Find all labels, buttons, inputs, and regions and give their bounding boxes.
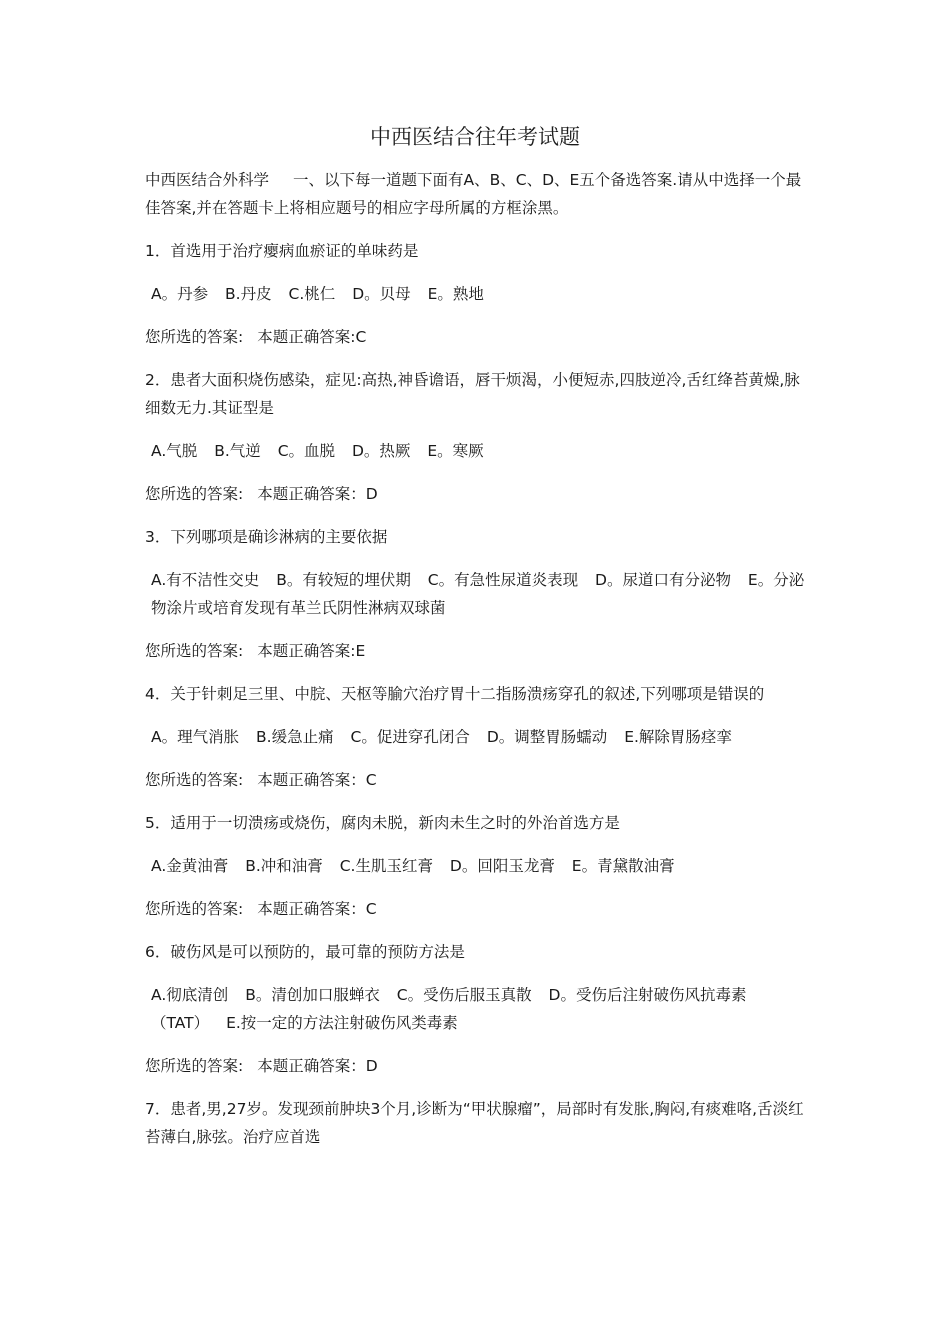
option: E。寒厥 [427,442,484,460]
option: B.缓急止痛 [256,728,334,746]
option: D。调整胃肠蠕动 [486,728,608,746]
options-line [145,852,805,880]
option: A.气脱 [151,442,198,460]
options-line [145,723,805,751]
option: B.丹皮 [225,285,272,303]
option: D。热厥 [351,442,411,460]
correct-answer: 本题正确答案：D [257,1057,378,1075]
correct-answer: 本题正确答案：C [257,900,377,918]
question-text: 7．患者,男,27岁。发现颈前肿块3个月,诊断为“甲状腺瘤”，局部时有发胀,胸闷,有痰难咯,舌淡红苔薄白,脉弦。治疗应首选 [145,1100,804,1146]
option: C。有急性尿道炎表现 [427,571,579,589]
option: C。促进穿孔闭合 [350,728,470,746]
answer-line [145,1052,805,1080]
question-text: 4．关于针刺足三里、中脘、天枢等腧穴治疗胃十二指肠溃疡穿孔的叙述,下列哪项是错误的 [145,685,765,703]
option: B.冲和油膏 [245,857,323,875]
option: C。血脱 [277,442,336,460]
answer-prompt: 您所选的答案: [145,771,244,789]
option: E。分泌物涂片或培育发现有革兰氏阴性淋病双球菌 [151,571,805,617]
options-line [145,566,805,622]
answer-prompt: 您所选的答案: [145,1057,244,1075]
question-text: 3．下列哪项是确诊淋病的主要依据 [145,528,388,546]
answer-prompt: 您所选的答案: [145,328,244,346]
option: D。受伤后注射破伤风抗毒素（TAT） [151,986,747,1032]
correct-answer: 本题正确答案：C [257,771,377,789]
option: D。尿道口有分泌物 [595,571,731,589]
option: B.气逆 [214,442,261,460]
option: D。回阳玉龙膏 [449,857,555,875]
options-line [145,280,805,308]
intro-subject: 中西医结合外科学 [145,171,270,189]
answer-line [145,323,805,351]
option: C.生肌玉红膏 [339,857,433,875]
option: B。有较短的埋伏期 [276,571,411,589]
intro-instruction: 一、以下每一道题下面有A、B、C、D、E五个备选答案.请从中选择一个最佳答案,并在答题卡上将相应题号的相应字母所属的方框涂黑。 [145,171,802,217]
option: D。贝母 [352,285,411,303]
question-text: 1．首选用于治疗瘿病血瘀证的单味药是 [145,242,419,260]
option: C。受伤后服玉真散 [396,986,532,1004]
correct-answer: 本题正确答案:C [257,328,367,346]
option: B。清创加口服蝉衣 [245,986,380,1004]
option: A。丹参 [151,285,209,303]
intro-paragraph [145,166,805,222]
answer-line [145,480,805,508]
option: E。青黛散油膏 [571,857,675,875]
option: A。理气消胀 [151,728,240,746]
question-text: 5．适用于一切溃疡或烧伤，腐肉未脱，新肉未生之时的外治首选方是 [145,814,620,832]
options-line [145,981,805,1037]
options-line [145,437,805,465]
answer-prompt: 您所选的答案: [145,642,244,660]
correct-answer: 本题正确答案:E [257,642,366,660]
option: C.桃仁 [288,285,336,303]
document-body [145,166,805,1166]
option: A.金黄油膏 [151,857,229,875]
answer-prompt: 您所选的答案: [145,900,244,918]
answer-line [145,766,805,794]
option: E.解除胃肠痉挛 [624,728,732,746]
answer-prompt: 您所选的答案: [145,485,244,503]
answer-line [145,895,805,923]
correct-answer: 本题正确答案：D [257,485,378,503]
document-title: 中西医结合往年考试题 [370,125,580,149]
answer-line [145,637,805,665]
option: E。熟地 [427,285,484,303]
question-text: 2．患者大面积烧伤感染，症见:高热,神昏谵语，唇干烦渴，小便短赤,四肢逆冷,舌红绛苔黄燥,脉细数无力.其证型是 [145,371,800,417]
question-text: 6．破伤风是可以预防的，最可靠的预防方法是 [145,943,465,961]
option: E.按一定的方法注射破伤风类毒素 [226,1014,458,1032]
option: A.有不洁性交史 [151,571,260,589]
option: A.彻底清创 [151,986,229,1004]
